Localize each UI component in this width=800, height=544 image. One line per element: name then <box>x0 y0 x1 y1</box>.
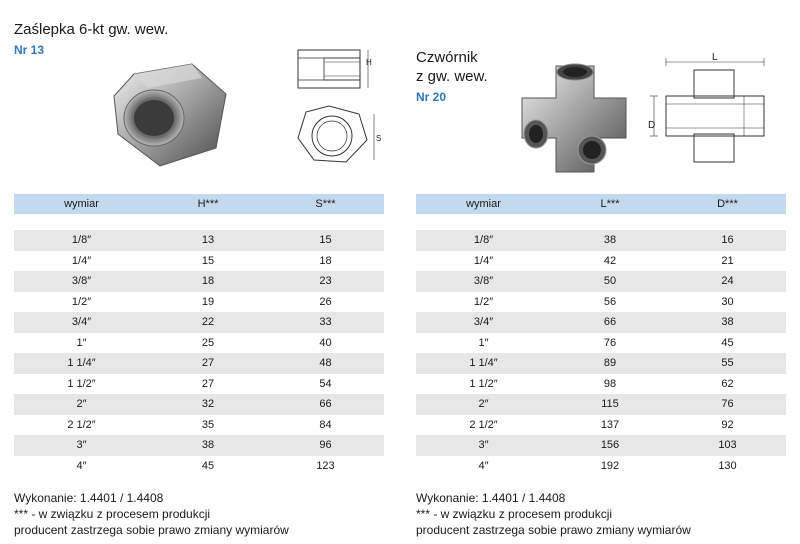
cell-dim-1: 45 <box>149 456 267 477</box>
table-row <box>416 292 786 313</box>
cell-size: 2″ <box>416 394 551 415</box>
cell-size: 1/4″ <box>416 251 551 272</box>
cell-dim-2: 26 <box>267 292 384 313</box>
cell-size: 3″ <box>416 435 551 456</box>
footer-material: Wykonanie: 1.4401 / 1.4408 <box>14 491 164 505</box>
cell-dim-2: 123 <box>267 456 384 477</box>
cell-dim-2: 23 <box>267 271 384 292</box>
table-row <box>14 456 384 477</box>
spacer-cell <box>416 214 551 230</box>
footer-note-2: producent zastrzega sobie prawo zmiany wymiarów <box>416 523 691 537</box>
cell-dim-1: 115 <box>551 394 669 415</box>
column-header-d: D*** <box>669 194 786 214</box>
table-row <box>14 271 384 292</box>
cell-dim-1: 42 <box>551 251 669 272</box>
cell-dim-1: 27 <box>149 374 267 395</box>
cell-dim-1: 13 <box>149 230 267 251</box>
right-product-panel <box>416 0 786 544</box>
cell-size: 1/4″ <box>14 251 149 272</box>
cell-dim-1: 192 <box>551 456 669 477</box>
cell-dim-1: 76 <box>551 333 669 354</box>
left-product-panel <box>14 0 384 544</box>
cell-dim-1: 25 <box>149 333 267 354</box>
table-row <box>14 374 384 395</box>
footer-material: Wykonanie: 1.4401 / 1.4408 <box>416 491 566 505</box>
table-row <box>14 435 384 456</box>
cell-dim-2: 15 <box>267 230 384 251</box>
table-row <box>416 456 786 477</box>
cell-dim-2: 48 <box>267 353 384 374</box>
table-row <box>416 333 786 354</box>
cell-dim-2: 96 <box>267 435 384 456</box>
cell-dim-2: 33 <box>267 312 384 333</box>
table-row <box>416 312 786 333</box>
cell-dim-2: 54 <box>267 374 384 395</box>
table-row <box>416 353 786 374</box>
cell-dim-2: 92 <box>669 415 786 436</box>
table-row <box>14 230 384 251</box>
cell-dim-1: 35 <box>149 415 267 436</box>
cell-dim-1: 38 <box>551 230 669 251</box>
cell-size: 1 1/2″ <box>14 374 149 395</box>
cell-dim-1: 32 <box>149 394 267 415</box>
cell-dim-1: 156 <box>551 435 669 456</box>
cell-dim-1: 15 <box>149 251 267 272</box>
dimension-label-l: L <box>712 52 718 63</box>
cell-size: 1/2″ <box>416 292 551 313</box>
cross-fitting-technical-drawing <box>644 52 786 180</box>
product-number: Nr 13 <box>14 43 45 57</box>
table-row <box>416 435 786 456</box>
cell-size: 4″ <box>14 456 149 477</box>
spacer-cell <box>149 214 267 230</box>
cell-dim-2: 30 <box>669 292 786 313</box>
footer-note-2: producent zastrzega sobie prawo zmiany wymiarów <box>14 523 289 537</box>
product-title-line-1: Czwórnik <box>416 49 478 66</box>
cell-dim-1: 22 <box>149 312 267 333</box>
cell-size: 3/8″ <box>416 271 551 292</box>
table-row <box>14 353 384 374</box>
cell-dim-2: 24 <box>669 271 786 292</box>
cell-dim-2: 21 <box>669 251 786 272</box>
cell-size: 3/4″ <box>416 312 551 333</box>
cell-dim-1: 56 <box>551 292 669 313</box>
table-row <box>14 415 384 436</box>
column-header-h: H*** <box>149 194 267 214</box>
cell-dim-1: 19 <box>149 292 267 313</box>
cell-dim-2: 40 <box>267 333 384 354</box>
spacer-cell <box>551 214 669 230</box>
cell-dim-1: 89 <box>551 353 669 374</box>
left-dimension-table <box>14 194 384 476</box>
table-row <box>14 312 384 333</box>
column-header-size: wymiar <box>14 194 149 214</box>
cell-dim-2: 55 <box>669 353 786 374</box>
table-row <box>416 251 786 272</box>
cell-dim-2: 66 <box>267 394 384 415</box>
cell-size: 2″ <box>14 394 149 415</box>
table-row <box>416 394 786 415</box>
cell-size: 1″ <box>14 333 149 354</box>
cell-size: 1/8″ <box>416 230 551 251</box>
table-row <box>416 374 786 395</box>
cell-dim-1: 38 <box>149 435 267 456</box>
cell-dim-2: 38 <box>669 312 786 333</box>
cell-dim-2: 76 <box>669 394 786 415</box>
table-row <box>416 230 786 251</box>
table-row <box>14 292 384 313</box>
cell-dim-2: 45 <box>669 333 786 354</box>
cell-dim-1: 18 <box>149 271 267 292</box>
table-header-row <box>416 194 786 214</box>
cell-size: 4″ <box>416 456 551 477</box>
table-row <box>416 415 786 436</box>
table-spacer-row <box>416 214 786 230</box>
footer-note-1: *** - w związku z procesem produkcji <box>416 507 613 521</box>
column-header-s: S*** <box>267 194 384 214</box>
cell-size: 3/8″ <box>14 271 149 292</box>
cell-dim-2: 18 <box>267 251 384 272</box>
cell-dim-2: 62 <box>669 374 786 395</box>
column-header-l: L*** <box>551 194 669 214</box>
table-row <box>14 394 384 415</box>
column-header-size: wymiar <box>416 194 551 214</box>
cell-size: 1/2″ <box>14 292 149 313</box>
cell-dim-2: 130 <box>669 456 786 477</box>
product-number: Nr 20 <box>416 90 447 104</box>
footer-note-1: *** - w związku z procesem produkcji <box>14 507 211 521</box>
right-dimension-table <box>416 194 786 476</box>
cell-size: 3″ <box>14 435 149 456</box>
dimension-label-h: H <box>366 58 372 67</box>
cell-size: 1 1/4″ <box>14 353 149 374</box>
cell-dim-1: 27 <box>149 353 267 374</box>
cell-dim-1: 50 <box>551 271 669 292</box>
cell-size: 1 1/2″ <box>416 374 551 395</box>
table-row <box>14 333 384 354</box>
cell-size: 2 1/2″ <box>14 415 149 436</box>
table-row <box>14 251 384 272</box>
spacer-cell <box>267 214 384 230</box>
cell-size: 2 1/2″ <box>416 415 551 436</box>
cell-dim-1: 98 <box>551 374 669 395</box>
spacer-cell <box>14 214 149 230</box>
cell-dim-2: 84 <box>267 415 384 436</box>
cell-size: 1 1/4″ <box>416 353 551 374</box>
cell-size: 3/4″ <box>14 312 149 333</box>
table-spacer-row <box>14 214 384 230</box>
cell-size: 1″ <box>416 333 551 354</box>
table-header-row <box>14 194 384 214</box>
table-row <box>416 271 786 292</box>
hex-cap-photo <box>104 56 234 174</box>
cross-fitting-photo <box>516 58 634 180</box>
dimension-label-d: D <box>648 120 656 131</box>
spacer-cell <box>669 214 786 230</box>
product-title: Zaślepka 6-kt gw. wew. <box>14 21 169 38</box>
cell-dim-1: 66 <box>551 312 669 333</box>
cell-size: 1/8″ <box>14 230 149 251</box>
cell-dim-2: 16 <box>669 230 786 251</box>
cell-dim-2: 103 <box>669 435 786 456</box>
cell-dim-1: 137 <box>551 415 669 436</box>
dimension-label-s: S <box>376 134 382 143</box>
product-title-line-2: z gw. wew. <box>416 68 488 85</box>
